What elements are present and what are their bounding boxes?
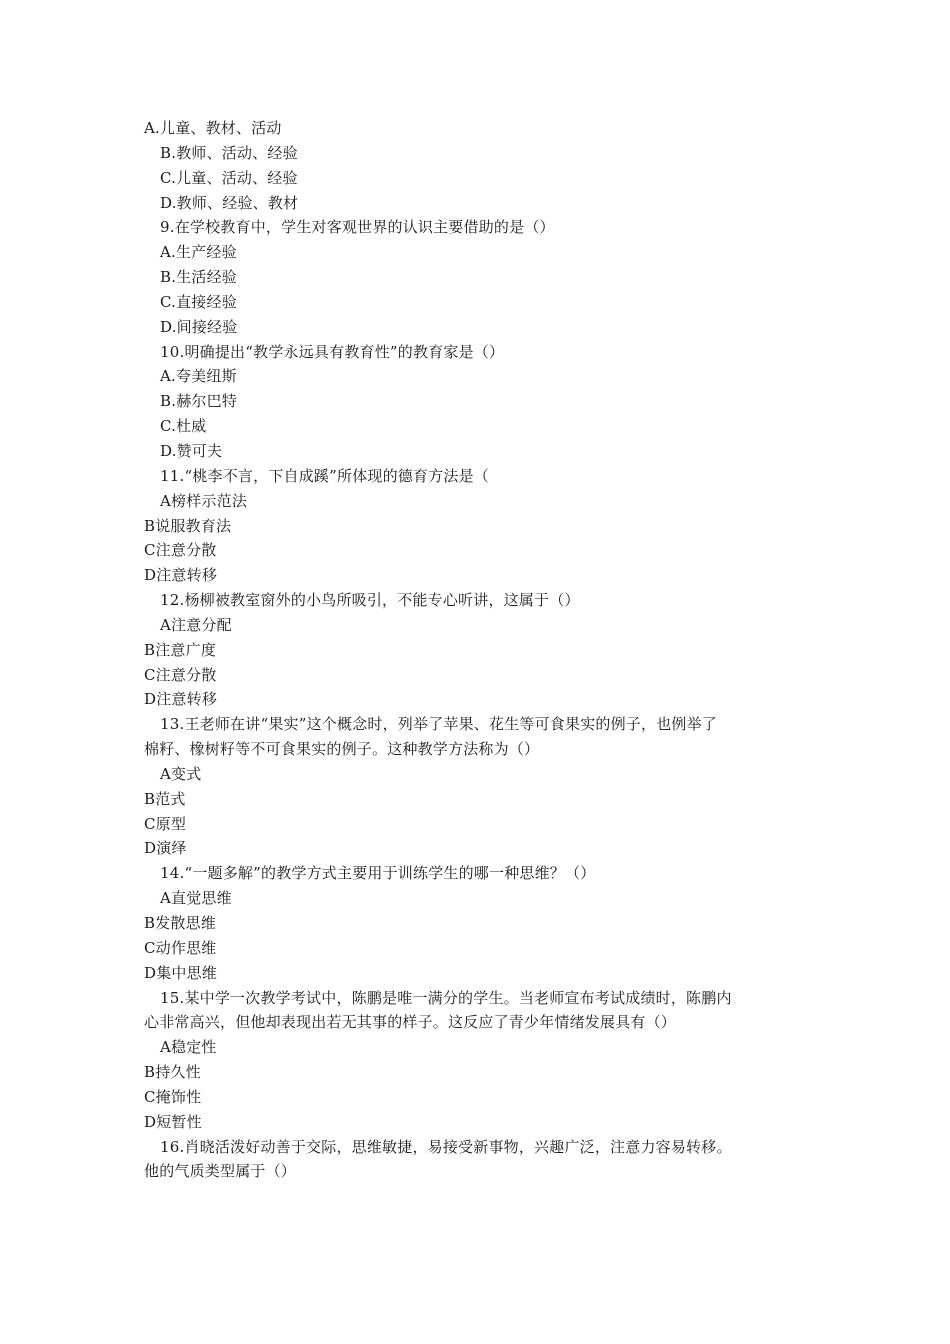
text-line: 10.明确提出“教学永远具有教育性”的教育家是（） <box>160 342 505 361</box>
text-line: D.教师、经验、教材 <box>160 193 299 212</box>
text-line: B范式 <box>144 789 186 808</box>
text-line: C注意分散 <box>144 665 217 684</box>
text-line: D短暂性 <box>144 1112 202 1131</box>
text-line: C.直接经验 <box>160 292 237 311</box>
text-line: 他的气质类型属于（） <box>144 1162 297 1181</box>
text-line: B说服教育法 <box>144 516 232 535</box>
text-line: D.间接经验 <box>160 317 238 336</box>
text-line: 15.某中学一次教学考试中，陈鹏是唯一满分的学生。当老师宣布考试成绩时，陈鹏内 <box>160 988 732 1007</box>
text-line: 14.“一题多解”的教学方式主要用于训练学生的哪一种思维？（） <box>160 864 596 883</box>
text-line: B持久性 <box>144 1063 201 1082</box>
text-line: C.儿童、活动、经验 <box>160 168 298 187</box>
document-body <box>144 116 794 1184</box>
text-line: C原型 <box>144 814 187 833</box>
text-line: A稳定性 <box>160 1038 217 1057</box>
text-line: A.生产经验 <box>160 243 237 262</box>
text-line: A榜样示范法 <box>160 491 248 510</box>
text-line: B发散思维 <box>144 914 217 932</box>
text-line: 心非常高兴，但他却表现出若无其事的样子。这反应了青少年情绪发展具有（） <box>144 1013 677 1032</box>
text-line: 12.杨柳被教室窗外的小鸟所吸引，不能专心听讲，这属于（） <box>160 591 580 610</box>
text-line: 11.“桃李不言，下自成蹊”所体现的德育方法是（ <box>160 466 489 485</box>
text-line: C注意分散 <box>144 541 217 560</box>
text-line: B注意广度 <box>144 640 217 659</box>
text-line: A.夸美纽斯 <box>160 367 237 386</box>
text-line: C动作思维 <box>144 938 217 957</box>
text-line: C掩饰性 <box>144 1087 202 1106</box>
text-line: A注意分配 <box>160 615 232 634</box>
text-line: D注意转移 <box>144 690 218 709</box>
text-line: 棉籽、橡树籽等不可食果实的例子。这种教学方法称为（） <box>144 740 540 759</box>
text-line: B.教师、活动、经验 <box>160 143 298 162</box>
text-line: D.赞可夫 <box>160 441 223 460</box>
text-line: A直觉思维 <box>160 889 232 908</box>
text-line: B.生活经验 <box>160 268 237 287</box>
text-line: D注意转移 <box>144 566 218 585</box>
text-line: 16.肖晓活泼好动善于交际，思维敏捷，易接受新事物，兴趣广泛，注意力容易转移。 <box>160 1137 732 1156</box>
text-line: A.儿童、教材、活动 <box>144 119 282 137</box>
text-line: D演绎 <box>144 839 187 858</box>
text-line: 9.在学校教育中，学生对客观世界的认识主要借助的是（） <box>160 218 555 237</box>
text-line: B.赫尔巴特 <box>160 392 237 411</box>
text-line: C.杜威 <box>160 417 207 436</box>
text-line: 13.王老师在讲“果实”这个概念时，列举了苹果、花生等可食果实的例子，也例举了 <box>160 715 717 734</box>
text-line: A变式 <box>160 764 202 783</box>
text-line: D集中思维 <box>144 963 218 982</box>
